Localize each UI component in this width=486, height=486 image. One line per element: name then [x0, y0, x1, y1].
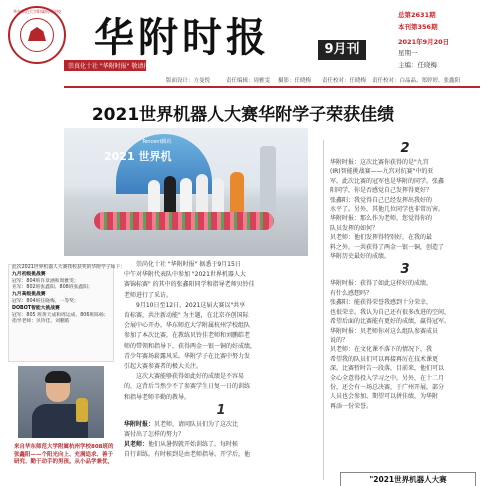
paragraph-text: 自行训练。有时候到是由老师指导。开学后，他 — [124, 451, 251, 459]
paragraph-text: 和指导老师辛勤的教导。 — [124, 393, 191, 401]
interview-line: 华附时报：那么作为老师，您觉得你的 — [330, 215, 433, 223]
logo-ring-text: 华东师范大学附属杭州学校 — [13, 9, 61, 14]
student-portrait — [18, 366, 104, 438]
article-paragraph — [124, 311, 318, 320]
winners-line: 冠军：805 班黄天成和周运成、806班陈杨； — [12, 312, 109, 318]
interview-line: 水平了。另外，其他几位同学也非常厉害。 — [330, 206, 445, 214]
photo-sculpture — [260, 146, 276, 216]
section-number: 2 — [400, 141, 410, 156]
interview-line: 华附时报：获得了如此这样好的成绩， — [330, 280, 433, 288]
article-paragraph — [124, 301, 318, 310]
paragraph-text: 贝老师，请问队员们为了这次比 — [154, 420, 239, 428]
portrait-hair — [45, 371, 71, 383]
issue-date: 2021年9月20日 — [398, 38, 450, 46]
article-paragraph — [124, 342, 318, 351]
speaker-label: 华附时报： — [124, 420, 155, 428]
interview-line: 华附历史最好的成绩。 — [330, 253, 391, 261]
paragraph-text: 的，这背后当然少不了参赛学生日复一日的训练 — [124, 383, 251, 391]
paper-name: 华附时报 — [94, 15, 270, 61]
article-paragraph — [124, 450, 318, 459]
paragraph-text: 9月10日至12日，2021这届大赛以"共享 — [136, 301, 246, 309]
winners-heading: 九月初级挑战赛 — [12, 271, 46, 277]
portrait-caption: 来自华东师范大学附属杭州学校808班的张鑫阳——个阳光向上、充满追求、善于研究、勤于动手的男孩。从小品学兼优， — [14, 444, 114, 466]
interview-line: 料之外。一共获得了两金一银一铜，创造了 — [330, 243, 445, 251]
column-divider — [323, 140, 324, 480]
slogan: 崇真化十社 "华附时报" 敬请指 — [68, 63, 150, 70]
interview-line: 说的？ — [330, 336, 349, 344]
winners-heading: DOBOT智能大挑战赛 — [12, 305, 60, 311]
article-paragraph — [124, 372, 318, 381]
issue-local: 本刊第356期 — [398, 23, 438, 31]
winners-line: 亚军：802班张鑫阳、808班张鑫阳； — [12, 285, 93, 291]
paragraph-text: 赛付出了怎样的努力？ — [124, 431, 185, 439]
winners-line: 此次2021世界机器人大赛我校获奖的华附学子如下： — [12, 265, 125, 270]
section-number: 1 — [216, 402, 226, 418]
winners-line: 冠军：804班任晓梅、一等奖； — [12, 298, 79, 304]
interview-line: (IR)智能挑战赛——九宫对抗赛"中的亚 — [330, 168, 434, 176]
article-paragraph — [124, 280, 318, 289]
winners-box — [8, 264, 125, 362]
article-paragraph — [124, 403, 318, 419]
article-paragraph — [124, 352, 318, 361]
paragraph-text: 师的带领和指导下，获得两金一银一铜的好成绩， — [124, 342, 257, 350]
interview-line: 华附时报：贝老师你对这么组队参赛成员 — [330, 327, 439, 335]
paragraph-text: 中午对华附代表队中参加 "2021世界机器人大 — [124, 271, 246, 279]
winners-line: 指导老师：贝铃佳、刘鹏皓 — [12, 319, 70, 325]
article-paragraph — [124, 420, 318, 429]
paragraph-text: 赛锦标赛" 的其中的张鑫阳同学和指导老师贝铃佳 — [124, 281, 255, 289]
interview-line: 张鑫阳：我觉得自己已经发挥出我好的 — [330, 196, 433, 204]
interview-line: 人员也会参加。期望可以拼佳绩，为华附 — [330, 393, 439, 401]
interview-line: 也很荣幸。我认为自己还有很多改进的空间， — [330, 308, 451, 316]
issue-weekday: 星期一 — [398, 49, 418, 57]
article-paragraph — [124, 393, 318, 402]
photo-banner: 2021 世界机 — [104, 150, 172, 163]
team-photo — [64, 128, 308, 256]
interview-line: 贝老师：他们发挥得特别好，在我的最 — [330, 234, 433, 242]
article-paragraph — [124, 270, 318, 279]
interview-line: 希望后面的比赛能有更好的成绩，赢得冠军。 — [330, 318, 451, 326]
interview-column — [330, 140, 480, 411]
paragraph-text: 青少年赛场崭露风采。华附学子在比赛中努力发 — [124, 352, 251, 360]
staff-proof: 责任校对：任晓梅 — [322, 78, 367, 84]
speaker-label: 贝老师： — [124, 441, 149, 449]
paragraph-text: 崇尚化十社 "华附时报" 据悉于9月15日 — [136, 261, 241, 268]
masthead — [0, 0, 486, 72]
article-paragraph — [124, 440, 318, 449]
interview-line: 全心全意得投入学习之中。另外，在十二月 — [330, 374, 445, 382]
article-paragraph — [124, 260, 318, 269]
paragraph-text: 会展中心开办。华东师范大学附属杭州学校组队 — [124, 322, 251, 330]
header-rule — [64, 86, 480, 88]
paragraph-text: 育标赛，共注新动能" 为主题，在北京亦创国际 — [124, 312, 249, 320]
sidebar-box-title: "2021世界机器人大赛 — [369, 475, 447, 484]
edition-badge: 9月刊 — [318, 40, 366, 60]
article-paragraph — [124, 291, 318, 300]
photo-sponsor: Tencent腾讯 — [142, 139, 172, 145]
paragraph-text: 这次大赛能够获得如此好的成绩是不容易 — [136, 373, 245, 381]
staff-editor: 责任编辑：周雅雯 — [226, 78, 271, 84]
interview-line: 张鑫阳：能获得荣誉我感到十分荣幸， — [330, 299, 433, 307]
paragraph-text: 引起大赛参赛者的极大关注。 — [124, 363, 203, 371]
interview-line: 华附时报：这次比赛你获得的是"九宫 — [330, 159, 429, 166]
article-headline: 2021世界机器人大赛华附学子荣获佳绩 — [91, 105, 395, 125]
article-paragraph — [124, 362, 318, 371]
staff-review: 责任校对：白晶晶、郑婷婷、张鑫阳 — [372, 78, 461, 84]
photo-flowerbed — [94, 212, 274, 230]
issue-total: 总第2631期 — [398, 11, 436, 19]
article-paragraph — [124, 331, 318, 340]
paragraph-text: 老师进行了采访。 — [124, 291, 173, 299]
article-body — [124, 260, 318, 461]
interview-line: 贝老师：在文化课不落下的情况下，我 — [330, 346, 433, 354]
section-number: 3 — [400, 262, 410, 278]
staff-line — [0, 74, 486, 86]
staff-layout: 版面设计：方曼悦 — [166, 78, 211, 84]
winners-line: 冠军：804班许章涵和周雅雯； — [12, 278, 79, 284]
interview-line: 军。此次比赛的冠军也是华附的同学。张鑫 — [330, 177, 445, 185]
paragraph-text: 他们从暑假就开始训练了。每时候 — [148, 441, 239, 449]
chief-editor: 主编：任晓梅 — [398, 61, 437, 69]
article-paragraph — [124, 321, 318, 330]
trophy-icon — [76, 398, 88, 422]
interview-line: 再添一份荣誉。 — [330, 402, 373, 410]
school-logo — [8, 6, 66, 64]
article-paragraph — [124, 430, 318, 439]
interview-line: 阳同学，你是否感觉自己发挥得更好？ — [330, 187, 433, 195]
interview-line: 队员发挥的如何？ — [330, 224, 379, 232]
interview-line: 深。比赛暂时告一段落，目前来，他们可以 — [330, 365, 445, 373]
interview-line: 希望我的队员们可以再接再厉在技术课更 — [330, 355, 439, 363]
article-paragraph — [124, 382, 318, 391]
interview-line: 有什么感想吗？ — [330, 289, 373, 297]
paragraph-text: 参加了本次比赛，在教练贝铃佳老师和刘鹏皓老 — [124, 332, 251, 340]
sidebar-box — [340, 472, 476, 486]
winners-heading: 九月高级挑战赛 — [12, 292, 46, 298]
interview-line: 份，还会有一场总决赛，于广州开展。部分 — [330, 383, 445, 391]
staff-photo: 摄影：任晓梅 — [278, 78, 312, 84]
